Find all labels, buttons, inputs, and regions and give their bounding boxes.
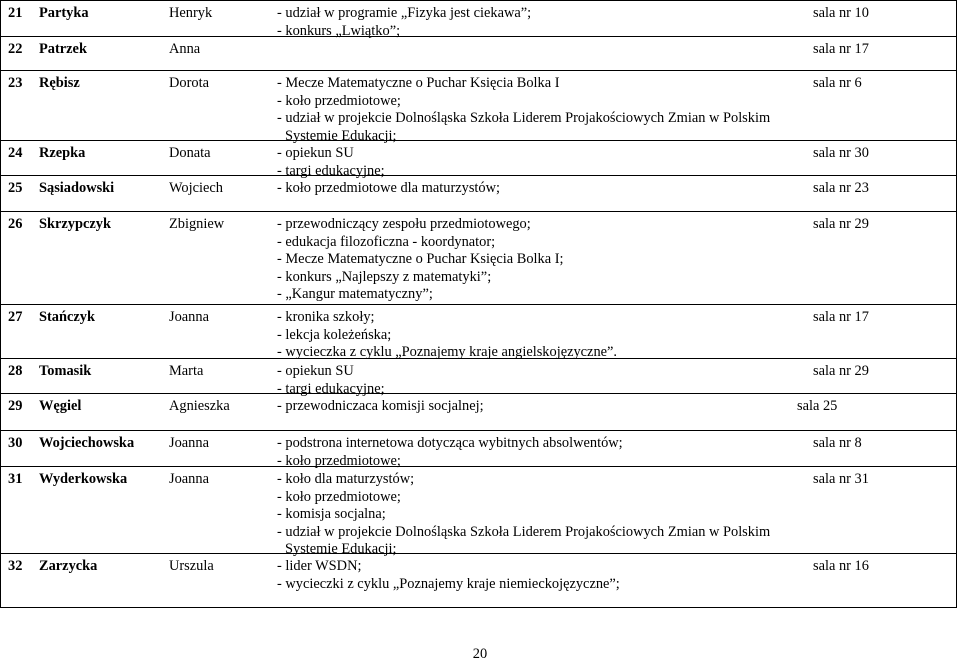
row-number: 25 — [8, 180, 23, 196]
activity-line: - przewodniczaca komisji socjalnej; — [277, 398, 484, 414]
row-number: 32 — [8, 558, 23, 574]
room-number: sala nr 30 — [813, 145, 869, 161]
row-number: 28 — [8, 363, 23, 379]
activities-list — [277, 558, 620, 593]
first-name: Donata — [169, 145, 211, 161]
room-number: sala nr 29 — [813, 216, 869, 232]
activities-list — [277, 5, 531, 40]
surname: Tomasik — [39, 363, 92, 379]
room-number: sala nr 17 — [813, 309, 869, 325]
activity-line: - opiekun SU — [277, 363, 354, 379]
activity-line: - opiekun SU — [277, 145, 354, 161]
room-number: sala nr 29 — [813, 363, 869, 379]
first-name: Urszula — [169, 558, 214, 574]
room-number: sala nr 6 — [813, 75, 862, 91]
row-number: 22 — [8, 41, 23, 57]
row-number: 30 — [8, 435, 23, 451]
activity-line: Systemie Edukacji; — [285, 541, 397, 558]
activities-list — [277, 435, 623, 470]
table-row — [0, 358, 957, 397]
activities-list — [277, 398, 484, 416]
room-number: sala 25 — [797, 398, 838, 414]
row-number: 26 — [8, 216, 23, 232]
row-number: 27 — [8, 309, 23, 325]
first-name: Joanna — [169, 471, 209, 487]
activities-list — [277, 471, 770, 559]
room-number: sala nr 8 — [813, 435, 862, 451]
surname: Partyka — [39, 5, 89, 21]
row-number: 24 — [8, 145, 23, 161]
table-row — [0, 393, 957, 430]
activity-line: - kronika szkoły; — [277, 309, 375, 325]
activity-line: - koło dla maturzystów; — [277, 471, 415, 487]
activity-line: - Mecze Matematyczne o Puchar Księcia Bolka I; — [277, 251, 564, 268]
activity-line: - komisja socjalna; — [277, 506, 386, 523]
activities-list — [277, 75, 770, 145]
first-name: Zbigniew — [169, 216, 225, 232]
table-row — [0, 211, 957, 304]
surname: Stańczyk — [39, 309, 95, 325]
room-number: sala nr 17 — [813, 41, 869, 57]
activity-line: - targi edukacyjne; — [277, 162, 385, 179]
row-number: 29 — [8, 398, 23, 414]
surname: Patrzek — [39, 41, 87, 57]
activity-line: - konkurs „Lwiątko”; — [277, 22, 401, 39]
surname: Wyderkowska — [39, 471, 128, 487]
activity-line: - edukacja filozoficzna - koordynator; — [277, 233, 496, 250]
table-row — [0, 430, 957, 469]
row-number: 21 — [8, 5, 23, 21]
activity-line: - udział w projekcie Dolnośląska Szkoła Liderem Projakościowych Zmian w Polskim — [277, 110, 771, 127]
table-row — [0, 36, 957, 70]
table-row — [0, 304, 957, 361]
activity-line: Systemie Edukacji; — [285, 127, 397, 144]
room-number: sala nr 10 — [813, 5, 869, 21]
activity-line: - udział w programie „Fizyka jest ciekawa”; — [277, 5, 532, 21]
first-name: Marta — [169, 363, 204, 379]
activity-line: - koło przedmiotowe; — [277, 488, 401, 505]
activity-line: - koło przedmiotowe; — [277, 92, 401, 109]
table-row — [0, 140, 957, 179]
activity-line: - koło przedmiotowe dla maturzystów; — [277, 180, 500, 196]
table-row — [0, 466, 957, 558]
surname: Skrzypczyk — [39, 216, 111, 232]
activities-list — [277, 216, 564, 304]
activity-line: - lekcja koleżeńska; — [277, 326, 392, 343]
table-row — [0, 553, 957, 608]
surname: Wojciechowska — [39, 435, 135, 451]
activity-line: - lider WSDN; — [277, 558, 362, 574]
first-name: Dorota — [169, 75, 209, 91]
row-number: 23 — [8, 75, 23, 91]
room-number: sala nr 23 — [813, 180, 869, 196]
table-row — [0, 175, 957, 211]
first-name: Henryk — [169, 5, 213, 21]
surname: Rębisz — [39, 75, 80, 91]
activity-line: - koło przedmiotowe; — [277, 452, 401, 469]
table-row — [0, 70, 957, 144]
table-row — [0, 0, 957, 39]
activity-line: - przewodniczący zespołu przedmiotowego; — [277, 216, 531, 232]
first-name: Joanna — [169, 309, 209, 325]
room-number: sala nr 31 — [813, 471, 869, 487]
activity-line: - udział w projekcie Dolnośląska Szkoła Liderem Projakościowych Zmian w Polskim — [277, 523, 771, 540]
first-name: Agnieszka — [169, 398, 230, 414]
row-number: 31 — [8, 471, 23, 487]
surname: Zarzycka — [39, 558, 98, 574]
activity-line: - „Kangur matematyczny”; — [277, 286, 433, 303]
room-number: sala nr 16 — [813, 558, 869, 574]
activities-list — [277, 309, 617, 362]
activity-line: - wycieczki z cyklu „Poznajemy kraje niemieckojęzyczne”; — [277, 575, 620, 592]
surname: Rzepka — [39, 145, 86, 161]
first-name: Anna — [169, 41, 201, 57]
activity-line: - wycieczka z cyklu „Poznajemy kraje angielskojęzyczne”. — [277, 344, 618, 361]
activity-line: - targi edukacyjne; — [277, 380, 385, 397]
activity-line: - konkurs „Najlepszy z matematyki”; — [277, 268, 492, 285]
first-name: Joanna — [169, 435, 209, 451]
surname: Węgiel — [39, 398, 82, 414]
surname: Sąsiadowski — [39, 180, 115, 196]
activity-line: - podstrona internetowa dotycząca wybitnych absolwentów; — [277, 435, 623, 451]
activity-line: - Mecze Matematyczne o Puchar Księcia Bolka I — [277, 75, 560, 91]
first-name: Wojciech — [169, 180, 223, 196]
page-number: 20 — [472, 646, 488, 662]
activities-list — [277, 180, 500, 198]
